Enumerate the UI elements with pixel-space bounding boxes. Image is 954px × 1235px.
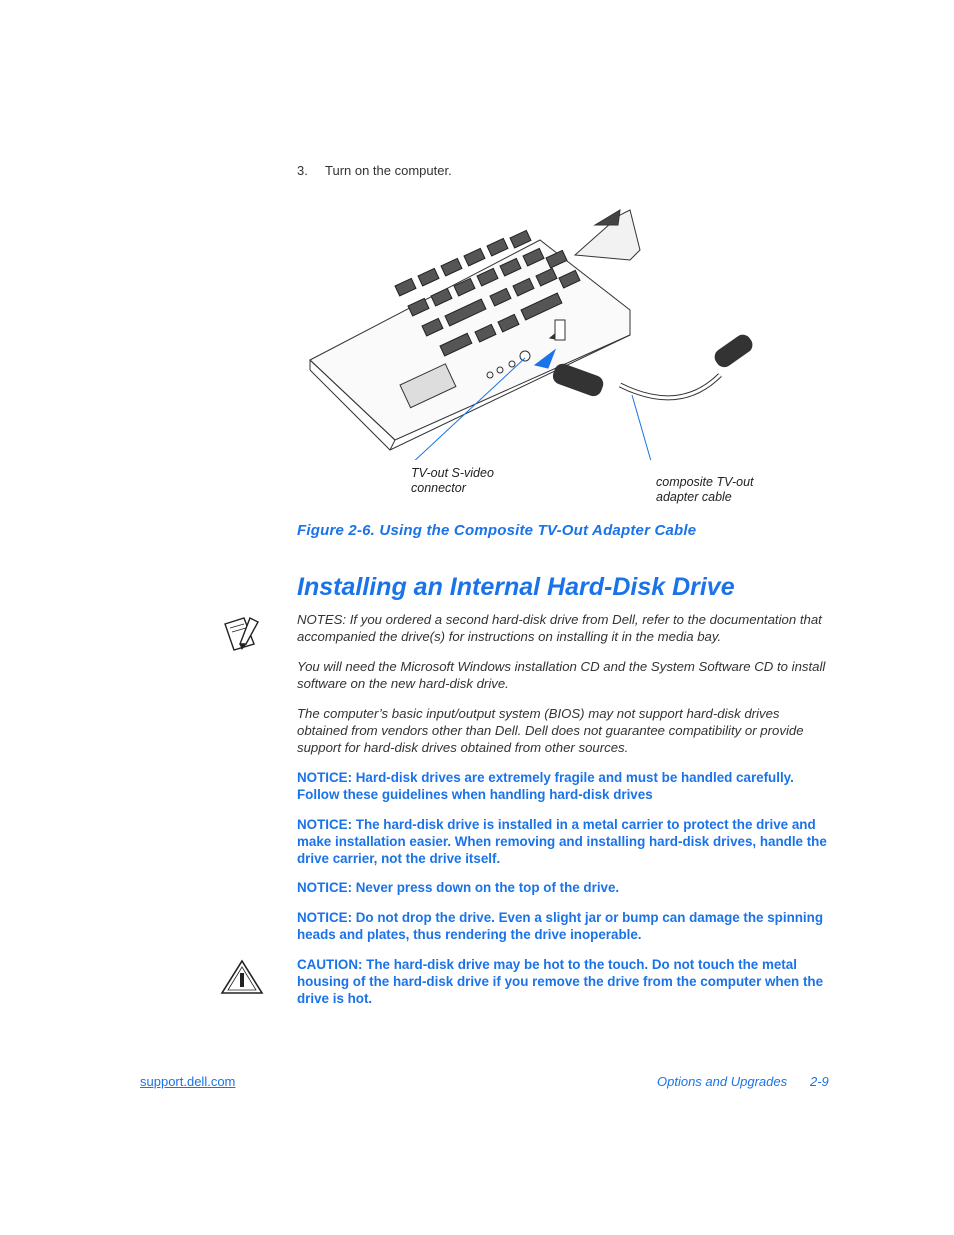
note-pencil-icon (222, 614, 262, 652)
caution-text: CAUTION: The hard-disk drive may be hot to the touch. Do not touch the metal housing of the hard-disk drive if you remove the drive from the computer when the drive is hot. (297, 957, 824, 1006)
notice-3: NOTICE: Never press down on the top of the drive. (297, 880, 620, 895)
footer-support-link[interactable]: support.dell.com (140, 1074, 236, 1089)
note-paragraph-2: You will need the Microsoft Windows installation CD and the System Software CD to install software on the new hard-disk drive. (297, 659, 826, 691)
notice-2: NOTICE: The hard-disk drive is installed in a metal carrier to protect the drive and make installation easier. When removing and installing hard-disk drives, handle the drive carrier, not the drive itself. (297, 817, 827, 866)
figure-caption: Figure 2-6. Using the Composite TV-Out Adapter Cable (297, 522, 697, 539)
notice-4: NOTICE: Do not drop the drive. Even a slight jar or bump can damage the spinning heads and plates, thus rendering the drive inoperable. (297, 910, 824, 942)
callout-left-line2: connector (411, 481, 466, 495)
callout-right-line2: adapter cable (656, 490, 732, 504)
callout-left-line1: TV-out S-video (411, 466, 494, 480)
callout-tv-out-connector (411, 466, 494, 496)
laptop-tv-out-illustration (300, 200, 770, 460)
caution-triangle-icon (219, 958, 265, 996)
callout-right-line1: composite TV-out (656, 475, 754, 489)
step-number: 3. (297, 163, 308, 178)
callout-adapter-cable (656, 475, 754, 505)
step-3 (297, 163, 452, 178)
footer-chapter: Options and Upgrades (657, 1074, 788, 1089)
notice-1: NOTICE: Hard-disk drives are extremely fragile and must be handled carefully. Follow these guidelines when handling hard-disk drives (297, 770, 794, 802)
note-paragraph-3: The computer’s basic input/output system (BIOS) may not support hard-disk drives obtained from vendors other than Dell. Dell does not guarantee compatibility or provide support for hard-disk drives obtained from other sources. (297, 706, 804, 755)
note-paragraph-1: NOTES: If you ordered a second hard-disk drive from Dell, refer to the documentation that accompanied the drive(s) for instructions on installing it in the media bay. (297, 612, 822, 644)
section-title: Installing an Internal Hard-Disk Drive (297, 573, 735, 601)
step-text: Turn on the computer. (325, 163, 452, 178)
footer-page-number: 2-9 (810, 1074, 829, 1089)
